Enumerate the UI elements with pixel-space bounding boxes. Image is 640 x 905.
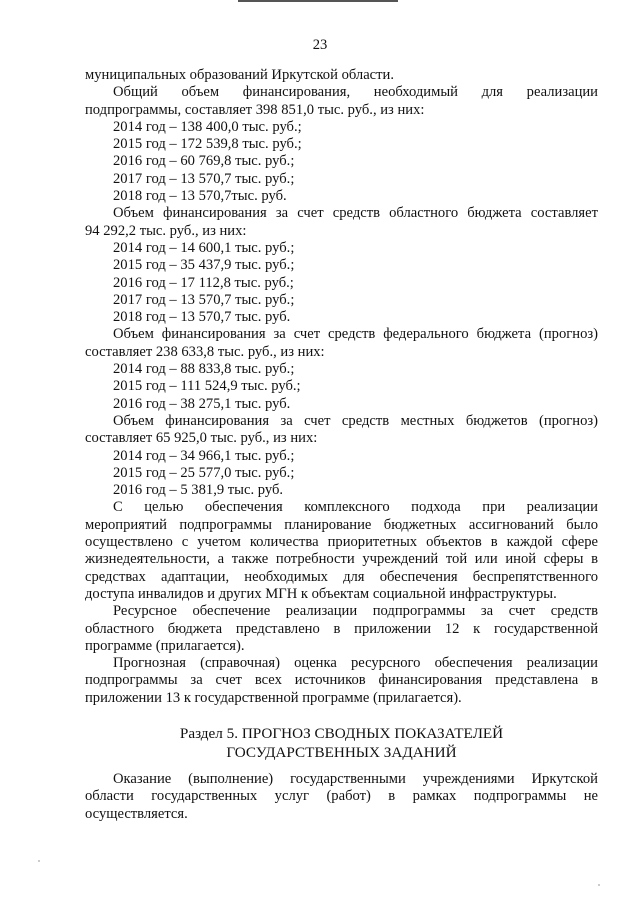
text-line: Прогнозная (справочная) оценка ресурсного обеспечения реализации bbox=[113, 655, 598, 672]
text-line: областного бюджета представлено в приложении 12 к государственной bbox=[85, 620, 598, 637]
text-line: 2016 год – 60 769,8 тыс. руб.; bbox=[113, 153, 295, 170]
text-line: приложении 13 к государственной программе (прилагается). bbox=[85, 689, 462, 706]
text-line: 2016 год – 38 275,1 тыс. руб. bbox=[113, 395, 291, 412]
section-heading bbox=[85, 725, 598, 762]
top-edge-line bbox=[238, 0, 398, 2]
text-line: области государственных услуг (работ) в рамках подпрограммы не bbox=[85, 788, 598, 805]
text-line: 2014 год – 88 833,8 тыс. руб.; bbox=[113, 361, 295, 378]
closing-paragraph bbox=[85, 771, 598, 823]
body-text bbox=[85, 67, 598, 707]
text-line: осуществляется. bbox=[85, 805, 188, 822]
text-line: 2017 год – 13 570,7 тыс. руб.; bbox=[113, 291, 295, 308]
scan-speck bbox=[38, 860, 40, 862]
text-line: 2015 год – 35 437,9 тыс. руб.; bbox=[113, 257, 295, 274]
section-heading-line-1: Раздел 5. ПРОГНОЗ СВОДНЫХ ПОКАЗАТЕЛЕЙ bbox=[179, 725, 504, 742]
text-line: С целью обеспечения комплексного подхода при реализации bbox=[113, 499, 598, 516]
text-line: 2014 год – 34 966,1 тыс. руб.; bbox=[113, 447, 295, 464]
text-line: Объем финансирования за счет средств федерального бюджета (прогноз) bbox=[113, 326, 598, 343]
text-line: муниципальных образований Иркутской области. bbox=[85, 67, 394, 83]
text-line: средствах адаптации, необходимых для обеспечения беспрепятственного bbox=[85, 568, 598, 585]
text-line: 2014 год – 138 400,0 тыс. руб.; bbox=[113, 118, 302, 135]
text-line: Объем финансирования за счет средств местных бюджетов (прогноз) bbox=[113, 412, 598, 429]
text-line: 2015 год – 25 577,0 тыс. руб.; bbox=[113, 464, 295, 481]
text-line: подпрограммы за счет всех источников финансирования представлена в bbox=[85, 672, 598, 689]
text-line: доступа инвалидов и других МГН к объектам социальной инфраструктуры. bbox=[85, 585, 557, 602]
text-line: 2014 год – 14 600,1 тыс. руб.; bbox=[113, 239, 295, 256]
scan-speck bbox=[598, 884, 600, 886]
text-line: подпрограммы, составляет 398 851,0 тыс. руб., из них: bbox=[85, 101, 425, 118]
text-line: 2015 год – 172 539,8 тыс. руб.; bbox=[113, 136, 302, 153]
text-line: 2016 год – 17 112,8 тыс. руб.; bbox=[113, 274, 294, 291]
text-line: составляет 65 925,0 тыс. руб., из них: bbox=[85, 430, 318, 447]
section-heading-line-2: ГОСУДАРСТВЕННЫХ ЗАДАНИЙ bbox=[226, 743, 457, 761]
text-line: программе (прилагается). bbox=[85, 637, 245, 654]
text-line: Ресурсное обеспечение реализации подпрограммы за счет средств bbox=[113, 603, 598, 620]
text-line: жизнедеятельности, а также потребности учреждений той или иной сферы в bbox=[85, 551, 598, 568]
text-line: 2015 год – 111 524,9 тыс. руб.; bbox=[113, 378, 301, 395]
text-line: 2018 год – 13 570,7 тыс. руб. bbox=[113, 309, 291, 326]
text-line: Объем финансирования за счет средств областного бюджета составляет bbox=[113, 205, 598, 222]
text-line: Общий объем финансирования, необходимый для реализации bbox=[113, 84, 598, 101]
text-line: осуществлено с учетом количества приоритетных объектов в каждой сфере bbox=[85, 534, 598, 551]
text-line: 94 292,2 тыс. руб., из них: bbox=[85, 222, 247, 239]
text-line: Оказание (выполнение) государственными учреждениями Иркутской bbox=[113, 771, 598, 787]
text-line: 2017 год – 13 570,7 тыс. руб.; bbox=[113, 170, 295, 187]
text-line: составляет 238 633,8 тыс. руб., из них: bbox=[85, 343, 325, 360]
text-line: мероприятий подпрограммы планирование бюджетных ассигнований было bbox=[85, 516, 598, 533]
text-line: 2016 год – 5 381,9 тыс. руб. bbox=[113, 482, 284, 499]
page-number: 23 bbox=[312, 37, 328, 53]
text-line: 2018 год – 13 570,7тыс. руб. bbox=[113, 188, 287, 205]
